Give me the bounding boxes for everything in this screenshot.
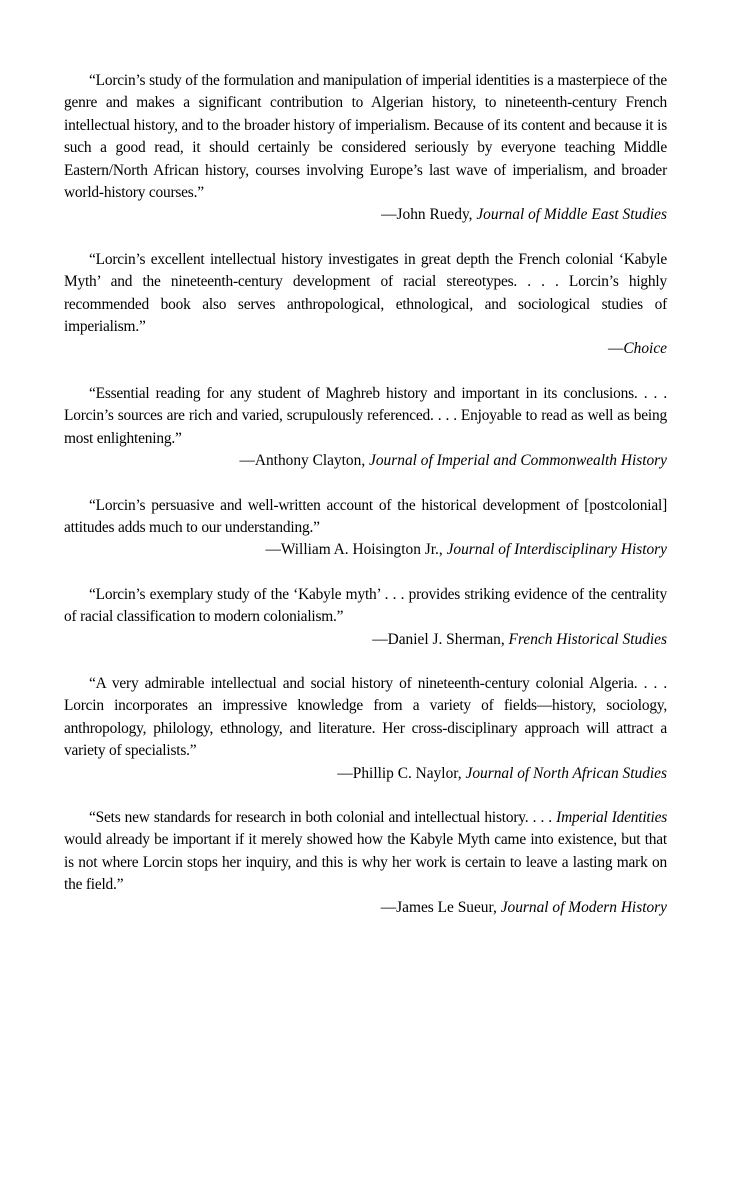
reviewer-name: —William A. Hoisington Jr.,	[265, 541, 447, 559]
book-title: Imperial Identities	[556, 808, 668, 826]
reviewer-name: —Daniel J. Sherman,	[372, 630, 509, 648]
review-blurb	[64, 383, 667, 473]
reviewer-name: —John Ruedy,	[381, 206, 477, 224]
review-quote	[64, 807, 667, 897]
review-quote: “Lorcin’s persuasive and well-written account of the historical development of [postcolonial] attitudes adds much to our understanding.”	[64, 496, 667, 536]
review-attribution	[64, 450, 667, 472]
review-blurbs	[64, 70, 667, 941]
review-blurb	[64, 807, 667, 919]
review-source: French Historical Studies	[508, 630, 667, 648]
review-quote: “Lorcin’s study of the formulation and manipulation of imperial identities is a masterpiece of the genre and makes a significant contribution to Algerian history, to nineteenth-century French intellectual history, and to the broader history of imperialism. Because of its content and because it is such a good read, it should certainly be considered seriously by everyone teaching Middle Eastern/North African history, courses involving Europe’s last wave of imperialism, and broader world-history courses.”	[64, 72, 667, 202]
review-blurb	[64, 249, 667, 361]
reviewer-name: —	[608, 340, 624, 358]
review-attribution	[64, 204, 667, 226]
review-source: Journal of Modern History	[500, 898, 667, 916]
review-quote: “Lorcin’s excellent intellectual history investigates in great depth the French colonial ‘Kabyle Myth’ and the nineteenth-century development of racial stereotypes. . . . Lorcin’s highly recommended book also serves anthropological, ethnological, and sociological studies of imperialism.”	[64, 250, 667, 336]
review-source: Journal of Imperial and Commonwealth History	[369, 452, 667, 470]
review-attribution	[64, 897, 667, 919]
review-attribution	[64, 763, 667, 785]
review-quote: “Lorcin’s exemplary study of the ‘Kabyle myth’ . . . provides striking evidence of the centrality of racial classification to modern colonialism.”	[64, 585, 667, 626]
review-blurb	[64, 70, 667, 227]
review-source: Journal of Interdisciplinary History	[446, 541, 667, 559]
review-source: Journal of North African Studies	[465, 764, 667, 782]
review-quote: “Essential reading for any student of Maghreb history and important in its conclusions. . . . Lorcin’s sources are rich and varied, scrupulously referenced. . . . Enjoyable to read as well as being most enlightening.”	[64, 384, 667, 447]
reviewer-name: —James Le Sueur,	[380, 898, 501, 916]
review-source: Choice	[623, 340, 667, 358]
reviewer-name: —Phillip C. Naylor,	[337, 764, 466, 782]
review-quote-end: would already be important if it merely showed how the Kabyle Myth came into existence, but that is not where Lorcin stops her inquiry, and this is why her work is certain to leave a lasting mark on the field.”	[64, 831, 667, 894]
review-blurb	[64, 584, 667, 651]
review-blurb	[64, 495, 667, 562]
review-attribution	[64, 539, 667, 561]
review-attribution	[64, 629, 667, 651]
review-source: Journal of Middle East Studies	[476, 206, 667, 224]
review-quote: “A very admirable intellectual and social history of nineteenth-century colonial Algeria. . . . Lorcin incorporates an impressive knowledge from a variety of fields—history, sociology, anthropology, philology, ethnology, and literature. Her cross-disciplinary approach will attract a variety of specialists.”	[64, 674, 667, 760]
reviewer-name: —Anthony Clayton,	[239, 452, 370, 470]
review-blurb	[64, 673, 667, 785]
review-quote-start: “Sets new standards for research in both colonial and intellectual history. . . .	[89, 808, 557, 826]
review-attribution	[64, 338, 667, 360]
